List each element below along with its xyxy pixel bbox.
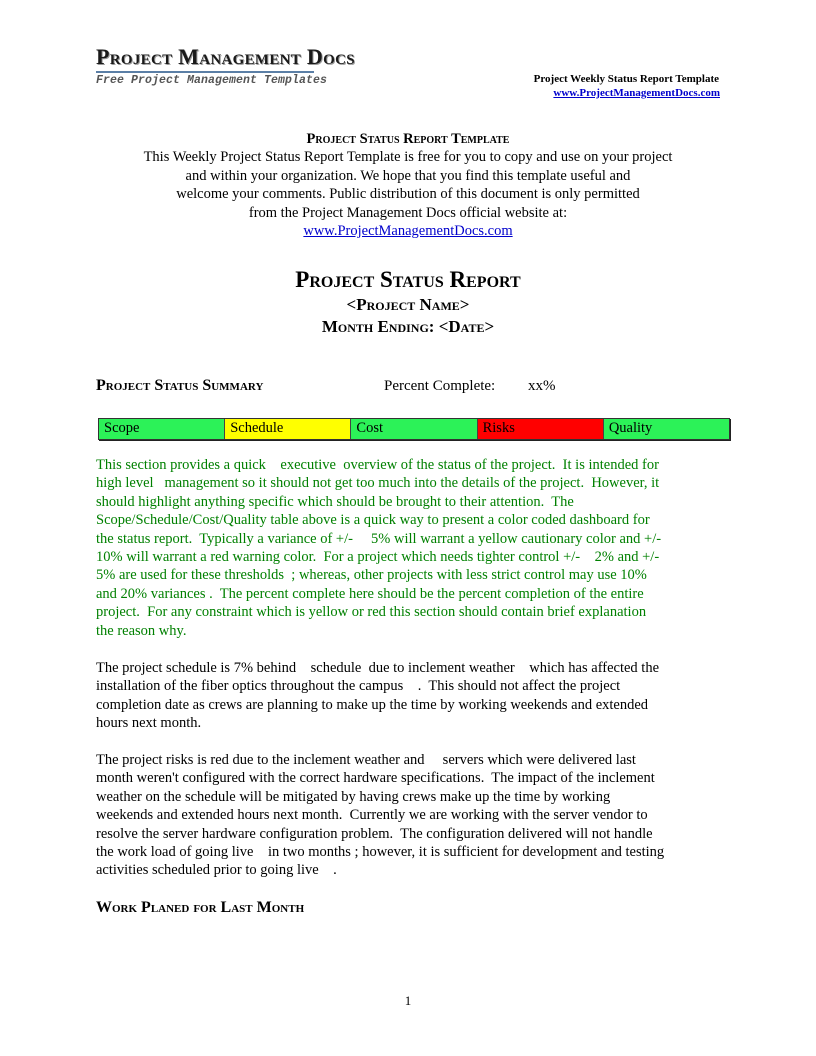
page-header: [534, 72, 719, 100]
paragraph-line: Scope/Schedule/Cost/Quality table above is a quick way to present a color coded dashboard for: [96, 512, 650, 529]
paragraph-line: and 20% variances . The percent complete here should be the percent completion of the entire: [96, 585, 644, 602]
page-number: 1: [404, 993, 412, 1008]
status-summary-heading: Project Status Summary: [96, 377, 264, 394]
logo-subtitle: Free Project Management Templates: [96, 74, 328, 87]
logo-title: Project Management Docs: [96, 44, 355, 69]
paragraph-line: 5% are used for these thresholds ; whereas, other projects with less strict control may use 10%: [96, 567, 647, 584]
paragraph-line: the status report. Typically a variance of +/- 5% will warrant a yellow cautionary color and +/-: [96, 530, 662, 547]
status-cell-quality: Quality: [604, 419, 729, 439]
paragraph-line: 10% will warrant a red warning color. For a project which needs tighter control +/- 2% and +/-: [96, 549, 660, 566]
intro-website-link[interactable]: www.ProjectManagementDocs.com: [303, 223, 513, 240]
status-cell-schedule: Schedule: [225, 419, 351, 439]
percent-complete-label: Percent Complete:: [384, 378, 496, 394]
intro-title: Project Status Report Template: [306, 131, 510, 147]
paragraph-line: weekends and extended hours next month. Currently we are working with the server vendor to: [96, 807, 648, 824]
logo-divider: [96, 71, 314, 73]
header-website-link[interactable]: www.ProjectManagementDocs.com: [553, 87, 720, 99]
status-cell-risks: Risks: [478, 419, 604, 439]
status-cell-scope: Scope: [99, 419, 225, 439]
status-cell-cost: Cost: [351, 419, 477, 439]
percent-complete-value: xx%: [528, 378, 556, 394]
intro-line: This Weekly Project Status Report Template is free for you to copy and use on your project: [143, 149, 673, 166]
intro-line: and within your organization. We hope that you find this template useful and: [185, 167, 631, 184]
summary-guidance-paragraph: [96, 456, 716, 640]
work-planned-heading: Work Planed for Last Month: [96, 899, 305, 916]
intro-line: welcome your comments. Public distribution of this document is only permitted: [176, 186, 640, 203]
header-doc-title: Project Weekly Status Report Template: [533, 73, 719, 85]
report-title-block: [96, 266, 720, 338]
project-name: <Project Name>: [346, 295, 470, 314]
logo: [96, 44, 355, 87]
paragraph-line: hours next month.: [96, 715, 202, 732]
paragraph-line: The project schedule is 7% behind schedule due to inclement weather which has affected the: [96, 660, 660, 676]
status-dashboard-table: [98, 418, 730, 440]
paragraph-line: installation of the fiber optics throughout the campus . This should not affect the project: [96, 678, 621, 695]
paragraph-line: month weren't configured with the correct hardware specifications. The impact of the inclement: [96, 770, 655, 787]
paragraph-line: activities scheduled prior to going live .: [96, 862, 337, 879]
schedule-status-paragraph: [96, 659, 716, 733]
paragraph-line: should highlight anything specific which should be brought to their attention. The: [96, 493, 574, 510]
paragraph-line: weather on the schedule will be mitigated by having crews make up the time by working: [96, 788, 611, 805]
paragraph-line: This section provides a quick executive overview of the status of the project. It is intended for: [96, 457, 659, 473]
paragraph-line: The project risks is red due to the inclement weather and servers which were delivered last: [96, 752, 636, 768]
paragraph-line: resolve the server hardware configuration problem. The configuration delivered will not handle: [96, 825, 653, 842]
paragraph-line: project. For any constraint which is yellow or red this section should contain brief explanation: [96, 604, 647, 621]
report-title: Project Status Report: [295, 267, 521, 292]
intro-line: from the Project Management Docs official website at:: [248, 204, 568, 221]
risks-status-paragraph: [96, 751, 716, 880]
paragraph-line: high level management so it should not get too much into the details of the project. However, it: [96, 475, 660, 492]
month-ending: Month Ending: <Date>: [321, 317, 495, 336]
paragraph-line: the reason why.: [96, 622, 187, 639]
intro-block: [96, 130, 720, 240]
paragraph-line: the work load of going live in two months ; however, it is sufficient for development and testing: [96, 844, 665, 861]
paragraph-line: completion date as crews are planning to make up the time by working weekends and extended: [96, 696, 649, 713]
